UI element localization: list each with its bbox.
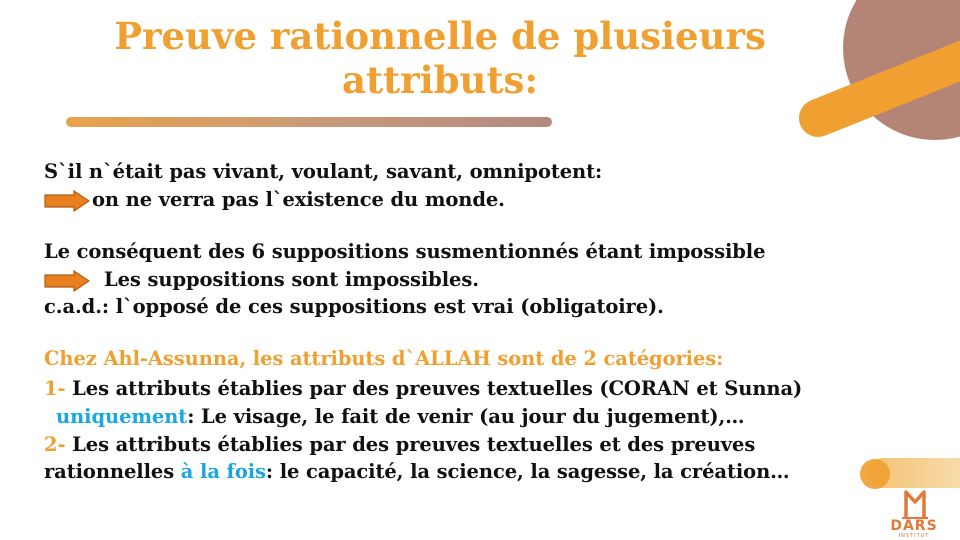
logo-subtitle: INSTITUT <box>898 533 930 539</box>
body-line-8 <box>56 405 745 429</box>
title-underline-bar <box>66 117 552 127</box>
list-item-2-prefix: rationnelles <box>44 460 181 483</box>
title-line-1: Preuve rationnelle de plusieurs <box>114 14 766 58</box>
body-line-3: Le conséquent des 6 suppositions susmentionnés étant impossible <box>44 240 766 263</box>
list-item-1-examples: : Le visage, le fait de venir (au jour du jugement),… <box>187 405 745 428</box>
body-line-6-heading: Chez Ahl-Assunna, les attributs d`ALLAH sont de 2 catégories: <box>44 347 724 370</box>
highlight-a-la-fois: à la fois <box>180 460 266 483</box>
body-line-5: c.a.d.: l`opposé de ces suppositions est vrai (obligatoire). <box>44 295 664 318</box>
list-item-1-text: Les attributs établies par des preuves textuelles (CORAN et Sunna) <box>65 377 803 400</box>
body-line-7 <box>44 377 802 401</box>
title-line-2: attributs: <box>341 58 539 102</box>
body-line-4: Les suppositions sont impossibles. <box>104 268 479 291</box>
body-line-10 <box>44 460 790 484</box>
right-arrow-icon <box>44 270 90 292</box>
list-number-1: 1- <box>44 377 66 400</box>
list-item-2-text: Les attributs établies par des preuves textuelles et des preuves <box>65 433 756 456</box>
logo-wordmark: DARS <box>890 518 938 534</box>
decorative-circle-small <box>860 459 890 489</box>
list-number-2: 2- <box>44 433 66 456</box>
body-line-2: on ne verra pas l`existence du monde. <box>92 188 505 211</box>
right-arrow-icon <box>44 190 90 212</box>
list-item-2-examples: : le capacité, la science, la sagesse, la création… <box>265 460 790 483</box>
highlight-uniquement: uniquement <box>56 405 188 428</box>
body-line-1: S`il n`était pas vivant, voulant, savant, omnipotent: <box>44 160 603 183</box>
page-title <box>60 14 820 102</box>
body-line-9 <box>44 433 755 457</box>
